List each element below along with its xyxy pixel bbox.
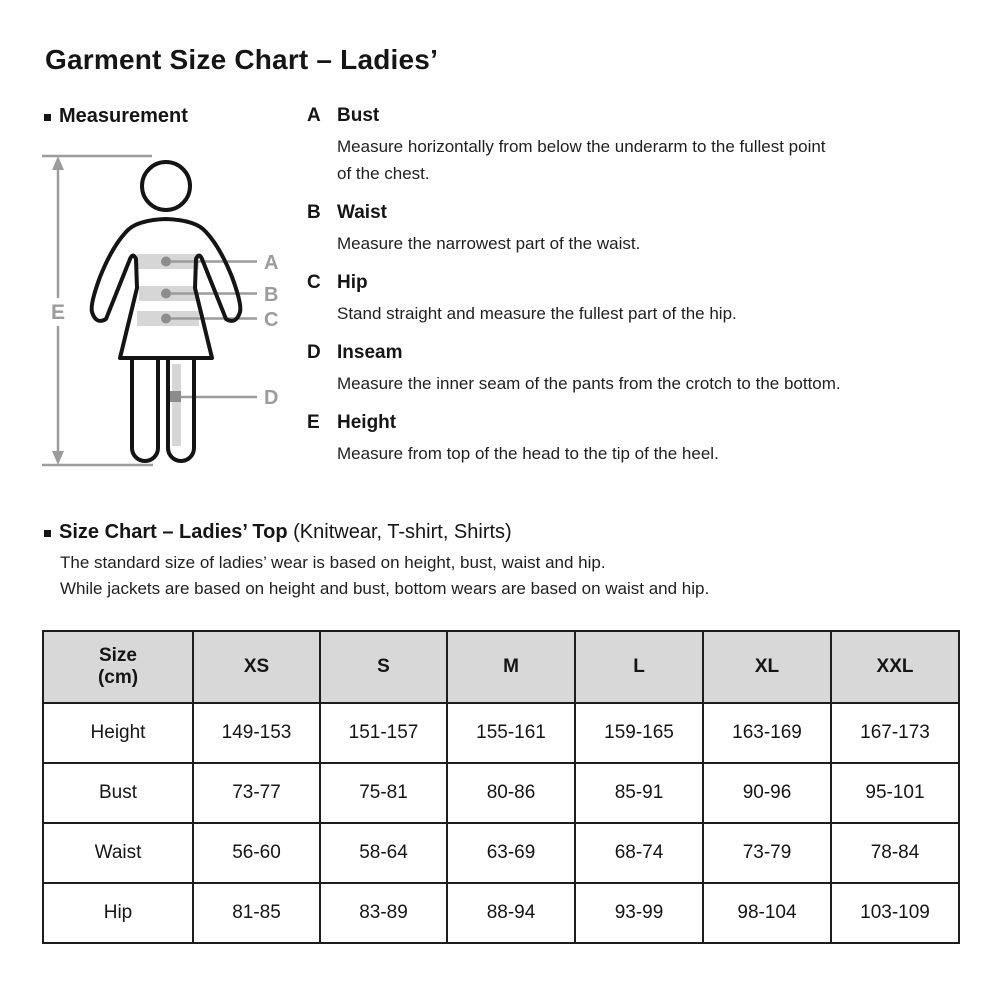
table-cell: 73-79: [703, 823, 831, 883]
measurement-definitions: [307, 102, 987, 479]
table-cell: 93-99: [575, 883, 703, 943]
table-cell: 163-169: [703, 703, 831, 763]
intro-line: While jackets are based on height and bust, bottom wears are based on waist and hip.: [60, 579, 710, 598]
table-cell: 56-60: [193, 823, 320, 883]
arrow-down-icon: [52, 451, 64, 465]
diagram-label-e: E: [50, 301, 66, 324]
definition-desc-line: Measure the inner seam of the pants from the crotch to the bottom.: [337, 374, 841, 393]
diagram-label-d: D: [264, 387, 279, 409]
table-header-row: [43, 631, 959, 703]
corner-header-line: Size: [98, 645, 138, 666]
size-column-header-xl: XL: [703, 631, 831, 703]
definition-body: [337, 339, 841, 397]
definition-letter: D: [307, 342, 321, 363]
size-column-header-l: L: [575, 631, 703, 703]
table-row-hip: [43, 883, 959, 943]
table-cell: 149-153: [193, 703, 320, 763]
definition-letter: E: [307, 412, 320, 433]
table-cell: 85-91: [575, 763, 703, 823]
table-cell: 63-69: [447, 823, 575, 883]
definition-desc-line: Measure horizontally from below the underarm to the fullest point: [337, 137, 826, 156]
definition-term: Waist: [337, 202, 387, 223]
page-title: Garment Size Chart – Ladies’: [45, 44, 439, 75]
definition-body: [337, 199, 640, 257]
diagram-label-c: C: [264, 309, 279, 331]
definition-item-inseam: [307, 339, 987, 397]
definition-term: Hip: [337, 272, 368, 293]
table-corner-header: [43, 631, 193, 703]
size-column-header-xxl: XXL: [831, 631, 959, 703]
definition-desc-line: Stand straight and measure the fullest part of the hip.: [337, 304, 737, 323]
table-cell: 68-74: [575, 823, 703, 883]
definition-term: Bust: [337, 105, 380, 126]
size-column-header-s: S: [320, 631, 447, 703]
table-cell: 88-94: [447, 883, 575, 943]
row-label: Hip: [43, 883, 193, 943]
size-chart-section-header: [44, 521, 512, 544]
definition-term: Inseam: [337, 342, 403, 363]
table-row-waist: [43, 823, 959, 883]
inseam-marker: [170, 391, 181, 402]
table-cell: 90-96: [703, 763, 831, 823]
definition-desc-line: of the chest.: [337, 164, 430, 183]
definition-desc-line: Measure from top of the head to the tip of the heel.: [337, 444, 719, 463]
figure-left-leg: [132, 359, 158, 461]
body-measurement-diagram: [20, 118, 300, 478]
table-cell: 58-64: [320, 823, 447, 883]
definition-body: [337, 409, 719, 467]
square-bullet-icon: [44, 530, 51, 537]
ladies-top-size-table: [42, 630, 960, 944]
size-chart-intro: [60, 550, 709, 602]
diagram-letter-labels: [264, 252, 278, 409]
diagram-label-b: B: [264, 284, 279, 306]
table-cell: 155-161: [447, 703, 575, 763]
table-cell: 83-89: [320, 883, 447, 943]
corner-header-line: (cm): [97, 667, 139, 688]
figure-head: [142, 162, 190, 210]
size-column-header-m: M: [447, 631, 575, 703]
size-column-header-xs: XS: [193, 631, 320, 703]
table-cell: 159-165: [575, 703, 703, 763]
measurement-heading: Measurement: [59, 105, 188, 127]
table-cell: 103-109: [831, 883, 959, 943]
table-cell: 80-86: [447, 763, 575, 823]
hip-dot: [161, 314, 171, 324]
table-cell: 75-81: [320, 763, 447, 823]
diagram-label-a: A: [264, 252, 279, 274]
row-label: Bust: [43, 763, 193, 823]
row-label: Height: [43, 703, 193, 763]
table-row-bust: [43, 763, 959, 823]
size-chart-heading-paren: (Knitwear, T-shirt, Shirts): [293, 521, 512, 543]
definition-body: [337, 269, 737, 327]
definition-item-height: [307, 409, 987, 467]
table-cell: 167-173: [831, 703, 959, 763]
table-cell: 73-77: [193, 763, 320, 823]
definition-letter: B: [307, 202, 321, 223]
definition-item-bust: [307, 102, 987, 187]
table-cell: 151-157: [320, 703, 447, 763]
table-cell: 95-101: [831, 763, 959, 823]
waist-dot: [161, 289, 171, 299]
bust-dot: [161, 257, 171, 267]
intro-line: The standard size of ladies’ wear is based on height, bust, waist and hip.: [60, 553, 606, 572]
size-chart-heading: [59, 521, 512, 544]
table-cell: 81-85: [193, 883, 320, 943]
definition-item-waist: [307, 199, 987, 257]
table-cell: 98-104: [703, 883, 831, 943]
definition-letter: A: [307, 105, 321, 126]
table-cell: 78-84: [831, 823, 959, 883]
definition-body: [337, 102, 826, 187]
definition-item-hip: [307, 269, 987, 327]
table-row-height: [43, 703, 959, 763]
definition-term: Height: [337, 412, 397, 433]
inseam-band: [172, 364, 181, 446]
definition-desc-line: Measure the narrowest part of the waist.: [337, 234, 641, 253]
arrow-up-icon: [52, 156, 64, 170]
size-chart-heading-bold: Size Chart – Ladies’ Top: [59, 521, 294, 543]
row-label: Waist: [43, 823, 193, 883]
definition-letter: C: [307, 272, 321, 293]
